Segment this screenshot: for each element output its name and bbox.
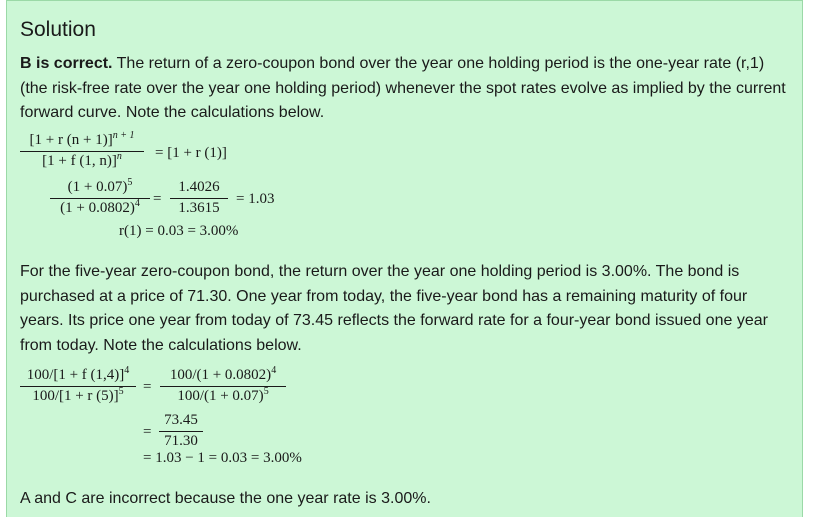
solution-panel bbox=[6, 0, 803, 517]
fraction-bar bbox=[159, 431, 203, 432]
equation-1-fraction bbox=[20, 132, 144, 170]
equation-2-fraction-left bbox=[50, 179, 150, 217]
equation-2-fraction-right bbox=[170, 179, 228, 217]
equation-4-equals: = bbox=[143, 379, 152, 395]
section-title: Solution bbox=[20, 18, 96, 41]
equation-3 bbox=[119, 223, 238, 240]
explanation-paragraph-1 bbox=[20, 52, 790, 126]
equation-2-denominator-2: 1.3615 bbox=[178, 200, 220, 216]
explanation-paragraph-3: A and C are incorrect because the one year rate is 3.00%. bbox=[20, 490, 431, 507]
equation-2-numerator: $(1 + 0.07)^5$ bbox=[67, 177, 133, 195]
answer-lead: B is correct. bbox=[20, 55, 113, 72]
equation-1-numerator: [1 + r (n + 1)]$^{n + 1}$ bbox=[29, 130, 135, 148]
equation-5-fraction bbox=[159, 412, 203, 450]
equation-5-denominator: 71.30 bbox=[164, 433, 198, 449]
equation-4-denominator: 100/[1 + r (5)]$^5$ bbox=[32, 386, 124, 404]
explanation-text-1: The return of a zero-coupon bond over the year one holding period is the one-year rate (r,1) (the risk-free rate over the year one holding period) whenever the spot rates evolve as implied by the current forward curve. Note the calculations below. bbox=[20, 55, 786, 121]
equation-2-numerator-2: 1.4026 bbox=[178, 179, 220, 195]
fraction-bar bbox=[170, 198, 228, 199]
equation-4-fraction-left bbox=[20, 367, 136, 405]
equation-2-denominator: $(1 + 0.0802)^4$ bbox=[60, 198, 140, 216]
equation-4-fraction-right bbox=[160, 367, 286, 405]
equation-6 bbox=[143, 450, 302, 467]
equation-4-numerator: 100/[1 + f (1,4)]$^4$ bbox=[26, 365, 130, 383]
equation-1-denominator: [1 + f (1, n)]$^n$ bbox=[42, 151, 122, 169]
equation-2-equals: = bbox=[153, 191, 162, 207]
equation-3-text: r(1) = 0.03 = 3.00% bbox=[119, 223, 239, 239]
equation-6-text: = 1.03 − 1 = 0.03 = 3.00% bbox=[143, 450, 302, 466]
equation-4-denominator-2: $100/(1 + 0.07)^5$ bbox=[177, 386, 269, 404]
equation-4-numerator-2: $100/(1 + 0.0802)^4$ bbox=[169, 365, 277, 383]
equation-5-equals: = bbox=[143, 424, 152, 440]
equation-2-rhs: = 1.03 bbox=[236, 191, 275, 207]
equation-1-rhs: = [1 + r (1)] bbox=[155, 145, 227, 161]
fraction-bar bbox=[20, 151, 144, 152]
explanation-paragraph-2: For the five-year zero-coupon bond, the return over the year one holding period is 3.00%. The bond is purchased at a price of 71.30. One year from today, the five-year bond has a remaining maturity of four years. Its price one year from today of 73.45 reflects the forward rate for a four-year bond issued one year from today. Note the calculations below. bbox=[20, 263, 768, 354]
equation-5-numerator: 73.45 bbox=[164, 412, 198, 428]
